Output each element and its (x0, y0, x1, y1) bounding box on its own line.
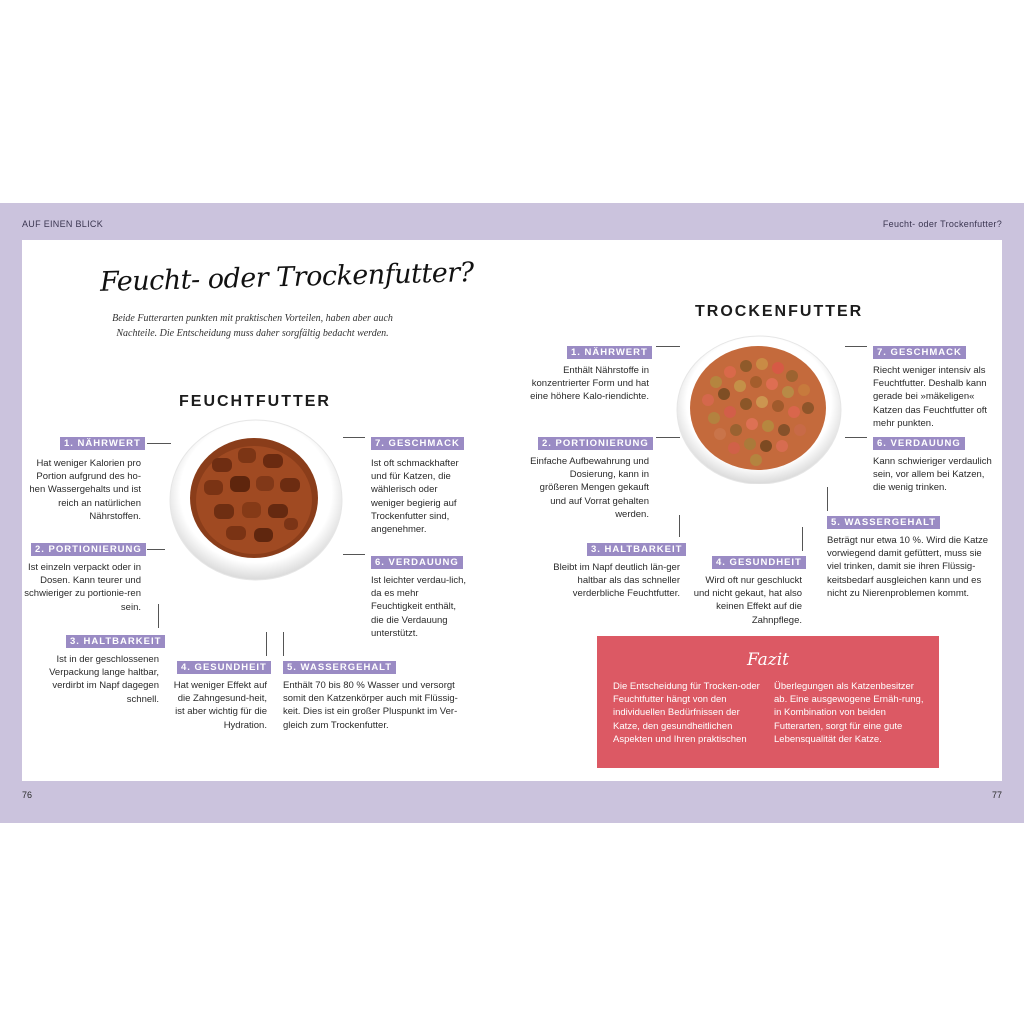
connector-line (158, 604, 159, 628)
wet-text-portionierung: Ist einzeln verpackt oder in Dosen. Kann teurer und schwieriger zu portionie-ren sein. (24, 562, 141, 613)
dry-text-haltbarkeit: Bleibt im Napf deutlich län-ger haltbar als das schneller verderbliche Feuchtfutter. (553, 562, 680, 600)
wet-text-naehrwert: Hat weniger Kalorien pro Portion aufgrund des ho-hen Wassergehalts und ist reich an natürlichen Nährstoffen. (29, 458, 141, 522)
connector-line (679, 515, 680, 537)
fazit-box (597, 636, 939, 768)
dry-label-gesundheit: 4. GESUNDHEIT (712, 556, 806, 569)
dry-text-wassergehalt: Beträgt nur etwa 10 %. Wird die Katze vorwiegend damit gefüttert, muss sie viel trinken, damit sie ihren Flüssig-keitsbedarf ausgleichen kann und es nicht zu Nierenproblemen kommt. (827, 535, 989, 599)
fazit-title: Fazit (746, 650, 789, 670)
connector-line (802, 527, 803, 551)
dry-text-verdauung: Kann schwieriger verdaulich sein, vor allem bei Katzen, die wenig trinken. (873, 456, 992, 494)
wet-text-haltbarkeit: Ist in der geschlossenen Verpackung lange haltbar, verdirbt im Napf dagegen schnell. (49, 654, 159, 705)
dry-label-haltbarkeit: 3. HALTBARKEIT (587, 543, 686, 556)
dry-food-bowl-image (676, 334, 842, 484)
dry-heading: TROCKENFUTTER (695, 303, 864, 320)
running-header-right: Feucht- oder Trockenfutter? (882, 219, 1002, 229)
connector-line (845, 437, 867, 438)
dry-label-naehrwert: 1. NÄHRWERT (567, 346, 652, 359)
fazit-text-col1: Die Entscheidung für Trocken-oder Feuchtfutter hängt von den individuellen Bedürfnissen der Katze, den gesundheitlichen Aspekten und Ihren praktischen (613, 681, 760, 745)
dry-label-wassergehalt: 5. WASSERGEHALT (827, 516, 940, 529)
page-title: Feucht- oder Trockenfutter? (99, 257, 475, 298)
fazit-text-col2: Überlegungen als Katzenbesitzer ab. Eine ausgewogene Ernäh-rung, in Kombination von beiden Futterarten, sorgt für eine gute Lebensqualität der Katze. (774, 681, 924, 745)
connector-line (283, 632, 284, 656)
connector-line (147, 549, 165, 550)
wet-label-gesundheit: 4. GESUNDHEIT (177, 661, 271, 674)
connector-line (343, 437, 365, 438)
connector-line (656, 346, 680, 347)
connector-line (266, 632, 267, 656)
wet-heading: FEUCHTFUTTER (179, 393, 331, 410)
wet-label-verdauung: 6. VERDAUUNG (371, 556, 463, 569)
connector-line (845, 346, 867, 347)
intro-text: Beide Futterarten punkten mit praktischen Vorteilen, haben aber auch Nachteile. Die Entscheidung muss daher sorgfältig bedacht werden. (112, 313, 393, 339)
dry-label-portionierung: 2. PORTIONIERUNG (538, 437, 653, 450)
connector-line (827, 487, 828, 511)
running-header-left: AUF EINEN BLICK (22, 219, 104, 229)
dry-text-portionierung: Einfache Aufbewahrung und Dosierung, kann in größeren Mengen gekauft und auf Vorrat gehalten werden. (530, 456, 649, 520)
page-number-right: 77 (991, 790, 1002, 800)
wet-label-haltbarkeit: 3. HALTBARKEIT (66, 635, 165, 648)
wet-text-geschmack: Ist oft schmackhafter und für Katzen, die wählerisch oder weniger begierig auf Trockenfutter sind, angenehmer. (371, 458, 459, 536)
wet-label-naehrwert: 1. NÄHRWERT (60, 437, 145, 450)
dry-label-verdauung: 6. VERDAUUNG (873, 437, 965, 450)
dry-text-naehrwert: Enthält Nährstoffe in konzentrierter Form und hat eine höhere Kalo-riendichte. (530, 365, 649, 403)
wet-text-verdauung: Ist leichter verdau-lich, da es mehr Feuchtigkeit enthält, die die Verdauung unterstützt. (371, 575, 467, 639)
dry-label-geschmack: 7. GESCHMACK (873, 346, 966, 359)
connector-line (343, 554, 365, 555)
wet-label-wassergehalt: 5. WASSERGEHALT (283, 661, 396, 674)
dry-text-gesundheit: Wird oft nur geschluckt und nicht gekaut, hat also keinen Effekt auf die Zahnpflege. (693, 575, 802, 626)
wet-label-portionierung: 2. PORTIONIERUNG (31, 543, 146, 556)
page-number-left: 76 (22, 790, 33, 800)
wet-food-bowl-image (168, 418, 344, 586)
wet-text-gesundheit: Hat weniger Effekt auf die Zahngesund-heit, ist aber wichtig für die Hydration. (173, 680, 267, 731)
connector-line (147, 443, 171, 444)
wet-text-wassergehalt: Enthält 70 bis 80 % Wasser und versorgt somit den Katzenkörper auch mit Flüssig-keit. Dies ist ein großer Pluspunkt im Ver-gleich zum Trockenfutter. (283, 680, 458, 731)
dry-text-geschmack: Riecht weniger intensiv als Feuchtfutter. Deshalb kann gerade bei »mäkeligen« Katzen das Feuchtfutter oft mehr punkten. (873, 365, 988, 429)
connector-line (656, 437, 680, 438)
wet-label-geschmack: 7. GESCHMACK (371, 437, 464, 450)
